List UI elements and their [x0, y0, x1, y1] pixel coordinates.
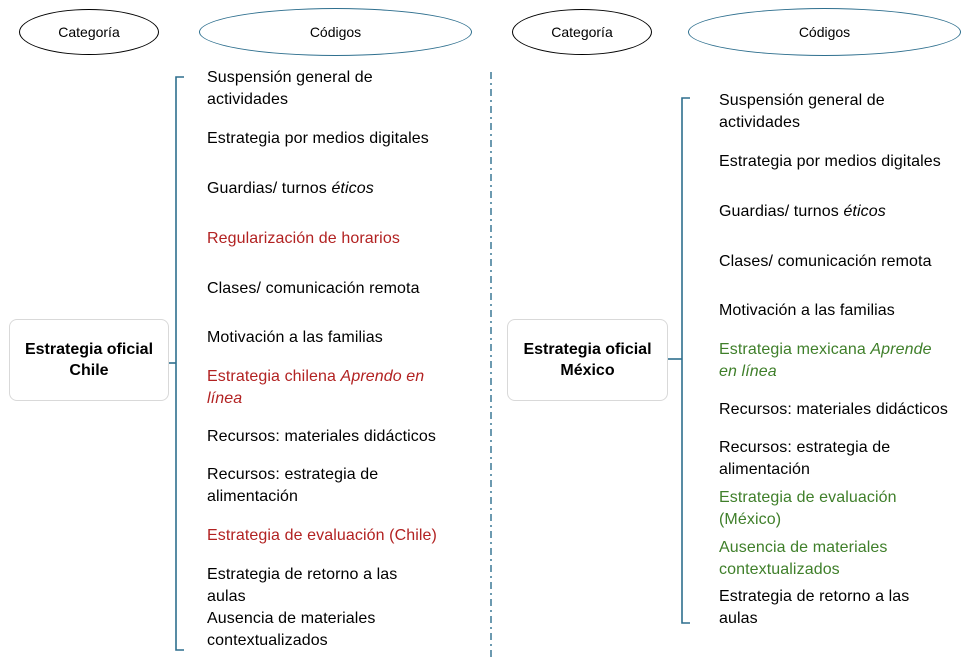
chile-code-10: Estrategia de evaluación (Chile) [207, 527, 437, 544]
mexico-code-4: Clases/ comunicación remota [719, 253, 932, 270]
chile-code-9: Recursos: estrategia de alimentación [207, 466, 379, 505]
chile-bracket [176, 77, 184, 650]
left-category-header-label: Categoría [58, 24, 120, 40]
chile-code-8: Recursos: materiales didácticos [207, 428, 436, 445]
mexico-code-9: Estrategia de evaluación (México) [719, 489, 897, 528]
left-codes-header-label: Códigos [309, 24, 362, 40]
chile-code-12: Ausencia de materiales contextualizados [207, 610, 376, 649]
mexico-code-10: Ausencia de materiales contextualizados [719, 539, 888, 578]
chile-code-4: Regularización de horarios [207, 230, 400, 247]
right-category-header-label: Categoría [551, 24, 613, 40]
chile-code-2: Estrategia por medios digitales [207, 130, 429, 147]
chile-code-5: Clases/ comunicación remota [207, 280, 420, 297]
mexico-code-6: Estrategia mexicana Aprende en línea [719, 341, 932, 380]
mexico-code-7: Recursos: materiales didácticos [719, 401, 948, 418]
mexico-category-box [507, 319, 668, 401]
mexico-code-1: Suspensión general de actividades [719, 92, 885, 131]
mexico-code-3: Guardias/ turnos éticos [719, 203, 886, 220]
mexico-category-line2: México [560, 362, 615, 379]
chile-code-7: Estrategia chilena Aprendo en línea [207, 368, 425, 407]
mexico-code-2: Estrategia por medios digitales [719, 153, 941, 170]
right-codes-header-label: Códigos [798, 24, 851, 40]
chile-code-6: Motivación a las familias [207, 329, 383, 346]
chile-category-line1: Estrategia oficial [24, 341, 154, 358]
chile-code-11: Estrategia de retorno a las aulas [207, 566, 398, 605]
mexico-bracket [682, 98, 690, 623]
chile-category-box [9, 319, 169, 401]
mexico-code-8: Recursos: estrategia de alimentación [719, 439, 891, 478]
mexico-category-line1: Estrategia oficial [523, 341, 652, 358]
mexico-code-5: Motivación a las familias [719, 302, 895, 319]
chile-code-1: Suspensión general de actividades [207, 69, 373, 108]
mexico-code-11: Estrategia de retorno a las aulas [719, 588, 910, 627]
chile-code-3: Guardias/ turnos éticos [207, 180, 374, 197]
chile-category-line2: Chile [69, 362, 109, 379]
